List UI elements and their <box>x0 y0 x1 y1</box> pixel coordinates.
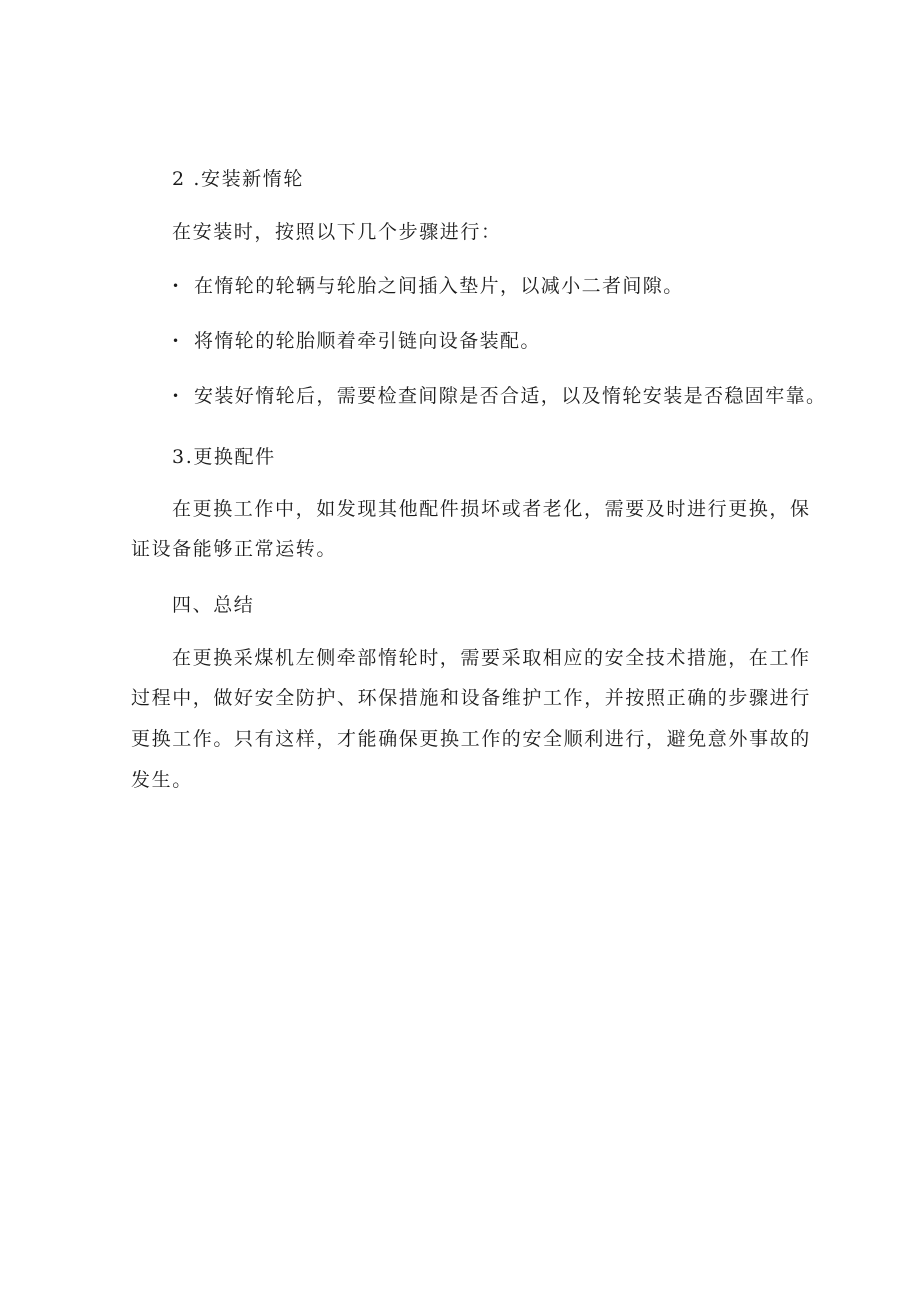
list-item <box>172 383 826 409</box>
summary-paragraph-line: 更换工作。只有这样，才能确保更换工作的安全顺利进行，避免意外事故的 <box>131 728 811 750</box>
bullet-icon: • <box>172 334 181 348</box>
summary-paragraph-line: 在更换采煤机左侧牵部惰轮时，需要采取相应的安全技术措施，在工作 <box>172 647 811 669</box>
bullet-icon: • <box>172 389 181 403</box>
section-heading-replace: 3.更换配件 <box>172 446 276 468</box>
list-item <box>172 328 541 354</box>
replace-paragraph-line: 证设备能够正常运转。 <box>131 538 338 560</box>
section-heading-summary: 四、总结 <box>172 594 255 616</box>
install-step-text: 将惰轮的轮胎顺着牵引链向设备装配。 <box>194 330 541 352</box>
section-heading-install: 2 .安装新惰轮 <box>172 168 304 190</box>
bullet-icon: • <box>172 279 181 293</box>
install-step-text: 安装好惰轮后，需要检查间隙是否合适，以及惰轮安装是否稳固牢靠。 <box>194 385 827 407</box>
replace-paragraph-line: 在更换工作中，如发现其他配件损坏或者老化，需要及时进行更换，保 <box>172 498 811 520</box>
install-step-text: 在惰轮的轮辆与轮胎之间插入垫片，以减小二者间隙。 <box>194 275 684 297</box>
install-intro-text: 在安装时，按照以下几个步骤进行： <box>172 221 502 243</box>
summary-paragraph-line: 过程中，做好安全防护、环保措施和设备维护工作，并按照正确的步骤进行 <box>131 687 811 709</box>
summary-paragraph-line: 发生。 <box>131 769 193 791</box>
list-item <box>172 273 684 299</box>
